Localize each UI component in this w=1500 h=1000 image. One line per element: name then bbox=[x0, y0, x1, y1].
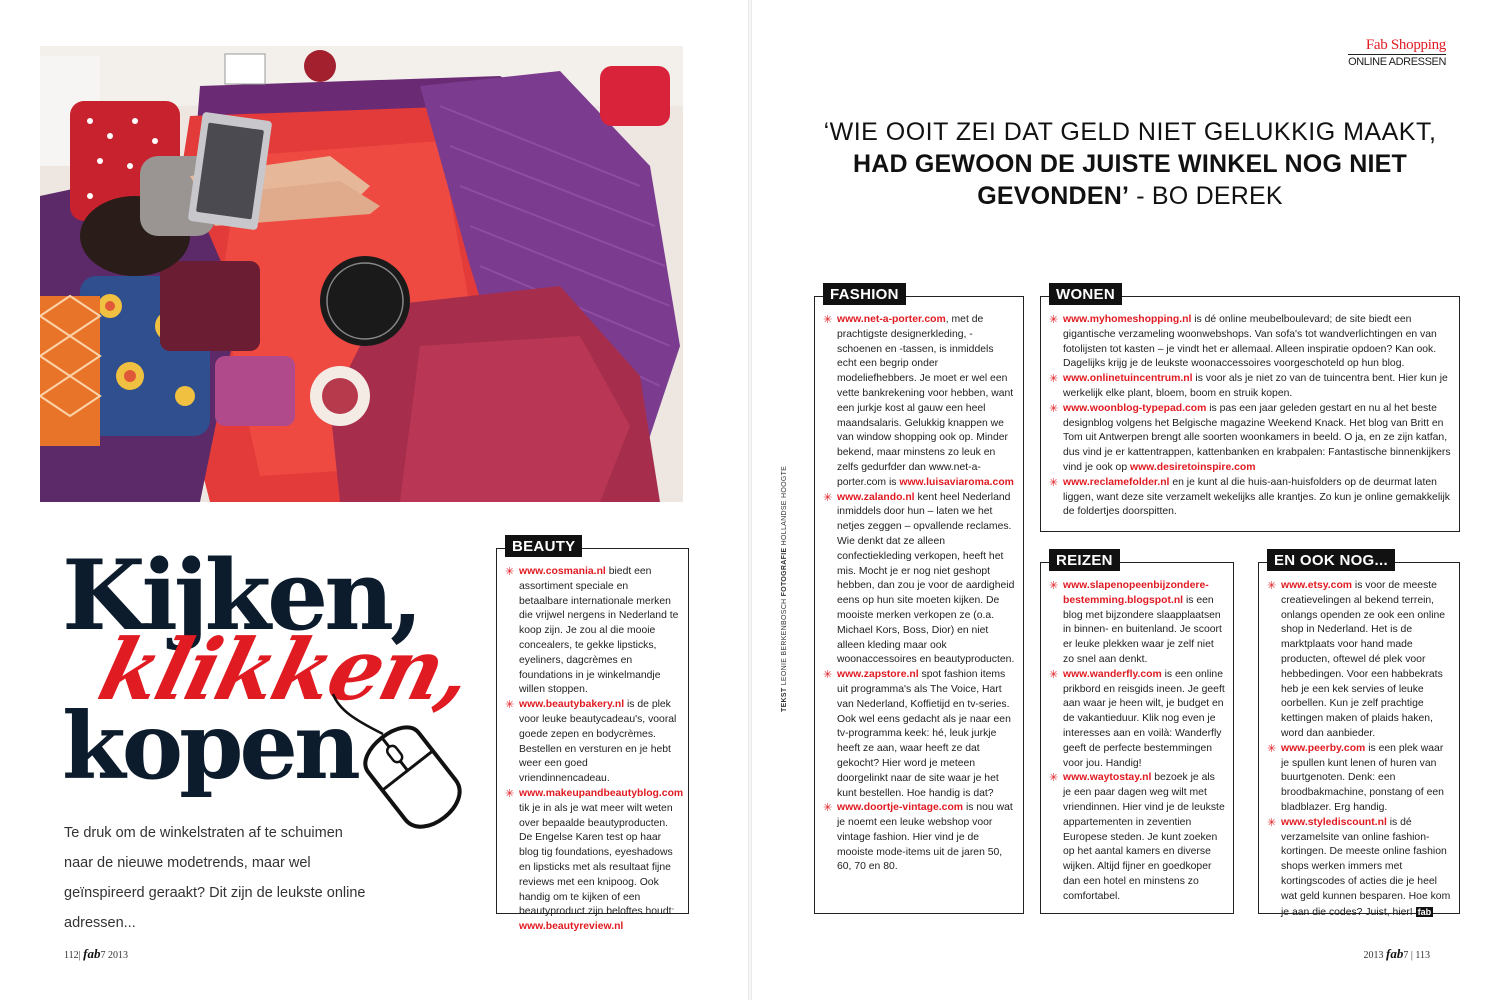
list-item: ✳ www.onlinetuincentrum.nl is voor als je niet zo van de tuincentra bent. Hier kun je werkelijk elke plant, bloem, boom en struik kopen. bbox=[1049, 373, 1448, 399]
quote-line-2: HAD GEWOON DE JUISTE WINKEL NOG NIET bbox=[853, 150, 1407, 178]
list-item: ✳ www.reclamefolder.nl en je kunt al die huis-aan-huisfolders op de deurmat laten liggen, want deze site verzamelt wekelijks alle krantjes. Zo kun je online gemakkelijk de foldertjes doorspitten. bbox=[1049, 476, 1450, 518]
photo-credits: TEKST LEONIE BERKENBOSCH FOTOGRAFIE HOLLANDSE HOOGTE bbox=[781, 465, 788, 712]
star-burst-icon: ✳ bbox=[1049, 402, 1059, 415]
wonen-link-4[interactable]: www.desiretoinspire.com bbox=[1130, 461, 1256, 473]
wonen-link-5[interactable]: www.reclamefolder.nl bbox=[1063, 476, 1170, 488]
reizen-link-1[interactable]: www.slapenopeenbijzondere-bestemming.blogspot.nl bbox=[1063, 580, 1209, 606]
list-item: ✳ www.wanderfly.com is een online prikbord en reisgids ineen. Je geeft aan waar je heen wilt, je budget en de vakantieduur. Klik nog even je interesses aan en voilà: Wanderfly geeft de perfecte bestemmingen voor jou. Handig! bbox=[1049, 668, 1225, 769]
star-burst-icon: ✳ bbox=[823, 802, 833, 815]
bedroom-illustration bbox=[40, 46, 683, 502]
end-mark: fab bbox=[1417, 906, 1432, 917]
beauty-section bbox=[496, 538, 689, 933]
fashion-link-4[interactable]: www.zapstore.nl bbox=[837, 669, 919, 681]
folio-left: 112| fab7 2013 bbox=[64, 946, 128, 961]
reizen-link-3[interactable]: www.waytostay.nl bbox=[1063, 772, 1152, 784]
hero-photo bbox=[40, 46, 683, 502]
right-page bbox=[752, 0, 1500, 1000]
reizen-label: REIZEN bbox=[1049, 549, 1120, 571]
folio-brand-left: fab bbox=[83, 946, 101, 961]
fashion-section bbox=[814, 286, 1024, 914]
section-subtitle: ONLINE ADRESSEN bbox=[1348, 56, 1446, 68]
star-burst-icon: ✳ bbox=[823, 669, 833, 682]
headline-line-2: klikken, bbox=[89, 620, 481, 719]
quote-line-1: ‘WIE OOIT ZEI DAT GELD NIET GELUKKIG MAAKT, bbox=[823, 118, 1437, 146]
list-item: ✳ www.makeupandbeautyblog.com tik je in als je wat meer wilt weten over bepaalde beautyproducten. De Engelse Karen test op haar blog tig foundations, eyeshadows en lipsticks met als resultaat fijne reviews met een knipoog. Ook handig om te kijken of een beautyproduct zijn beloftes houdt: www.beautyreview.nl bbox=[505, 787, 684, 933]
folio-brand-right: fab bbox=[1386, 946, 1404, 961]
wonen-link-2[interactable]: www.onlinetuincentrum.nl bbox=[1063, 373, 1193, 385]
en-ook-nog-label: EN OOK NOG... bbox=[1267, 549, 1395, 571]
fashion-link-3[interactable]: www.zalando.nl bbox=[837, 491, 915, 503]
beauty-link-4[interactable]: www.beautyreview.nl bbox=[519, 921, 624, 933]
beauty-link-1[interactable]: www.cosmania.nl bbox=[519, 566, 606, 577]
fashion-link-1[interactable]: www.net-a-porter.com bbox=[837, 314, 946, 325]
list-item: ✳ www.net-a-porter.com, met de prachtigste designerkleding, -schoenen en -tassen, is inmiddels echt een begrip onder modeliefhebbers. Je moet er wel een vette bankrekening voor hebben, want een jurkje kost al gauw een heel maandsalaris. Gelukkig knappen we van window shopping ook op. Minder bekend, maar minstens zo leuk en zelfs gedurfder dan www.net-a-porter.com is www.luisaviaroma.com bbox=[823, 314, 1014, 488]
list-item: ✳ www.slapenopeenbijzondere-bestemming.blogspot.nl is een blog met bijzondere slaapplaatsen in binnen- en buitenland. Je scoort er leuke plekken waar je zelf niet zo snel aan denkt. bbox=[1049, 580, 1222, 665]
star-burst-icon: ✳ bbox=[1267, 580, 1277, 592]
list-item: ✳ www.beautybakery.nl is de plek voor leuke beautycadeau's, vooral goede zepen en bodycrèmes. Bestellen en versturen en je hebt weer een goed vriendinnencadeau. bbox=[505, 699, 677, 785]
section-title: Fab Shopping bbox=[1365, 37, 1446, 53]
wonen-section bbox=[1040, 286, 1460, 532]
fashion-link-2[interactable]: www.luisaviaroma.com bbox=[899, 476, 1014, 488]
star-burst-icon: ✳ bbox=[505, 566, 515, 578]
headline-line-3: kopen bbox=[62, 692, 357, 800]
list-item: ✳ www.doortje-vintage.com is nou wat je noemt een leuke webshop voor vintage fashion. Hier vind je de mooiste mode-items uit de jaren 50, 60, 70 en 80. bbox=[823, 802, 1013, 873]
beauty-label: BEAUTY bbox=[505, 535, 582, 557]
beauty-link-2[interactable]: www.beautybakery.nl bbox=[519, 699, 625, 711]
star-burst-icon: ✳ bbox=[505, 787, 515, 800]
list-item: ✳ www.zapstore.nl spot fashion items uit programma's als The Voice, Hart van Nederland, Koffietijd en tv-series. Ook wel eens gedacht als je naar een tv-programma keek: hé, leuk jurkje heeft ze aan, waar heeft ze dat gekocht? Hier word je meteen doorgelinkt naar de site waar je het kunt bestellen. Hoe handig is dat? bbox=[823, 669, 1011, 799]
list-item: ✳ www.cosmania.nl biedt een assortiment speciale en betaalbare internationale merken die vrijwel nergens in Nederland te koop zijn. Je zou al die mooie concealers, te gekke lipsticks, eyeliners, dagcrèmes en foundations in je winkelmandje willen stoppen. bbox=[505, 566, 679, 696]
wonen-link-1[interactable]: www.myhomeshopping.nl bbox=[1063, 314, 1192, 325]
extra-link-1[interactable]: www.etsy.com bbox=[1281, 580, 1353, 591]
folio-issue-right: 2013 bbox=[1363, 950, 1384, 961]
star-burst-icon: ✳ bbox=[1049, 476, 1059, 489]
star-burst-icon: ✳ bbox=[1049, 314, 1059, 326]
list-item: ✳ www.zalando.nl kent heel Nederland inmiddels door hun – laten we het netjes zeggen – opvallende reclames. Wie denkt dat ze alleen confectiekleding verkopen, heeft het mis. Mocht je er nog niet geshopt hebben, dan zou je voor de aardigheid eens op hun site moeten kijken. De mooiste merken verkopen ze (o.a. Michael Kors, Boss, Dior) en niet alleen kleding maar ook woonaccessoires en beautyproducten. bbox=[823, 491, 1015, 666]
star-burst-icon: ✳ bbox=[505, 699, 515, 712]
folio-right: 2013 fab7 | 113 bbox=[1363, 946, 1430, 961]
list-item: ✳ www.waytostay.nl bezoek je als je een paar dagen weg wilt met vriendinnen. Hier vind je de leukste appartementen in zeventien Europese steden. Je kunt zoeken op het aantal kamers en diverse wijken. Altijd fijner en goedkoper dan een hotel en minstens zo comfortabel. bbox=[1049, 772, 1225, 902]
fashion-label: FASHION bbox=[823, 283, 906, 305]
page-number-left: 112 bbox=[64, 950, 79, 961]
extra-link-3[interactable]: www.stylediscount.nl bbox=[1281, 816, 1387, 828]
folio-number-right: 7 bbox=[1403, 950, 1409, 961]
star-burst-icon: ✳ bbox=[1049, 373, 1059, 386]
star-burst-icon: ✳ bbox=[823, 491, 833, 504]
list-item: ✳ www.woonblog-typepad.com is pas een jaar geleden gestart en nu al het beste designblog volgens het Belgische magazine Weekend Knack. Het blog van Britt en Tom uit Antwerpen brengt alle soorten woonkamers in beeld. O ja, en ze zijn katfan, dus vind je er kattentrappen, kattenbanken en krabpalen: Fantastische binnenkijkers vind je ook op www.desiretoinspire.com bbox=[1049, 402, 1451, 473]
headline-line-1: Kijken, bbox=[62, 539, 420, 652]
pull-quote bbox=[812, 116, 1448, 212]
fashion-link-5[interactable]: www.doortje-vintage.com bbox=[837, 802, 964, 814]
intro-paragraph: Te druk om de winkelstraten af te schuimen naar de nieuwe modetrends, maar wel geïnspireerd geraakt? Dit zijn de leukste online adressen... bbox=[64, 825, 366, 931]
section-tag bbox=[1348, 37, 1446, 68]
star-burst-icon: ✳ bbox=[1049, 580, 1059, 592]
list-item: ✳ www.myhomeshopping.nl is dé online meubelboulevard; de site biedt een gigantische verzameling woonwebshops. Van sofa's tot wandverlichtingen en van fotolijsten tot kasten – je vindt het er allemaal. Alleen inspiratie opdoen? Kan ook. Dagelijks krijg je de leukste woonaccessoires voorgeschoteld op hun blog. bbox=[1049, 314, 1437, 370]
star-burst-icon: ✳ bbox=[1049, 772, 1059, 785]
quote-author: - BO DEREK bbox=[1129, 182, 1283, 210]
quote-line-3: GEVONDEN’ bbox=[977, 182, 1130, 210]
wonen-link-3[interactable]: www.woonblog-typepad.com bbox=[1063, 402, 1207, 414]
beauty-link-3[interactable]: www.makeupandbeautyblog.com bbox=[519, 787, 684, 799]
en-ook-nog-section bbox=[1258, 552, 1460, 918]
extra-link-2[interactable]: www.peerby.com bbox=[1281, 742, 1366, 754]
folio-issue-left: 7 2013 bbox=[100, 950, 128, 961]
reizen-link-2[interactable]: www.wanderfly.com bbox=[1063, 668, 1162, 680]
reizen-section bbox=[1040, 552, 1234, 914]
list-item: ✳ www.etsy.com is voor de meeste creatievelingen al bekend terrein, onlangs openden ze ook een online shop in Nederland. Het is de marktplaats voor hand made producten, oftewel dé plek voor hebbedingen. Voor een habbekrats heb je een kek servies of leuke oorbellen. Kun je zelf prachtige kettingen maken of plaids haken, word dan aanbieder. bbox=[1267, 580, 1446, 739]
left-page bbox=[0, 0, 748, 1000]
page-number-right: 113 bbox=[1415, 950, 1430, 961]
list-item: ✳ www.stylediscount.nl is dé verzamelsite van online fashion-kortingen. De meeste online fashion shops werken immers met kortingscodes of acties die je heel wat geld kunnen besparen. Hoe kom je aan die codes? Juist, hier! fab bbox=[1267, 816, 1451, 918]
wonen-label: WONEN bbox=[1049, 283, 1122, 305]
list-item: ✳ www.peerby.com is een plek waar je spullen kunt lenen of huren van buurtgenoten. Denk: een broodbakmachine, ponstang of een bladblazer. Erg handig. bbox=[1267, 742, 1444, 813]
star-burst-icon: ✳ bbox=[1267, 816, 1277, 829]
star-burst-icon: ✳ bbox=[1049, 668, 1059, 681]
star-burst-icon: ✳ bbox=[1267, 742, 1277, 755]
star-burst-icon: ✳ bbox=[823, 314, 833, 326]
computer-mouse-icon bbox=[325, 690, 475, 830]
